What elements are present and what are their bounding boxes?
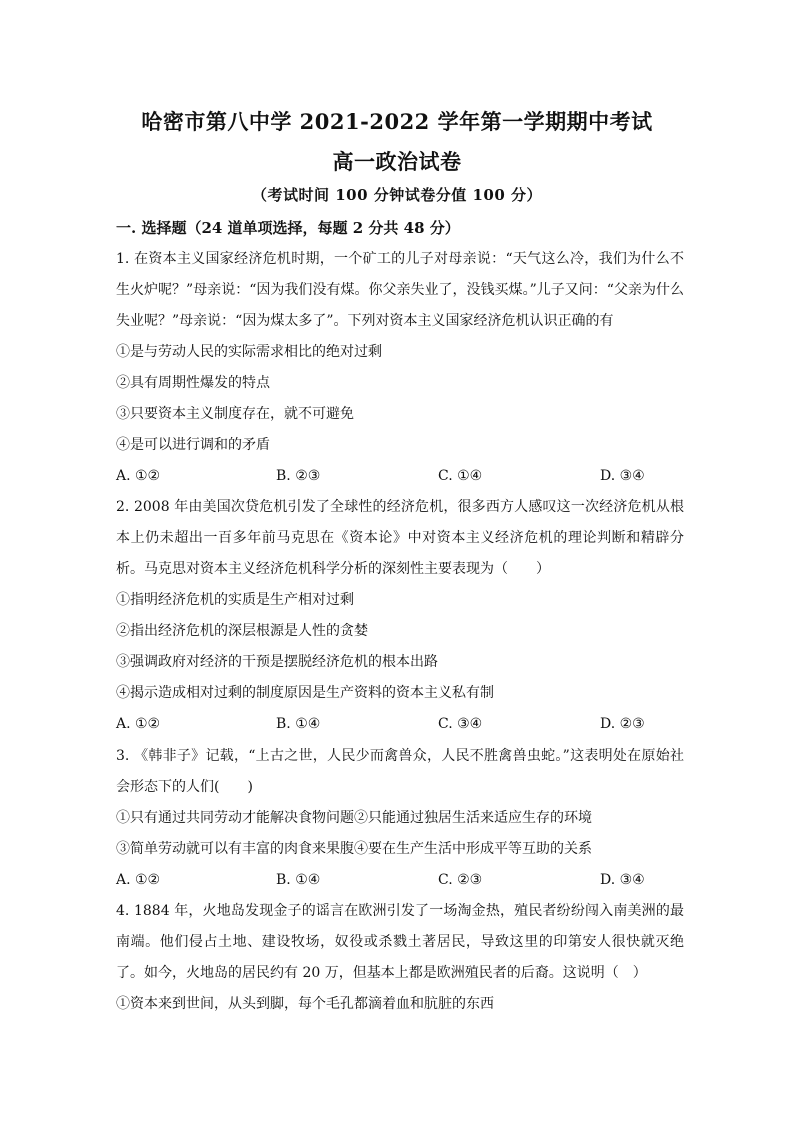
option-statement: ②具有周期性爆发的特点 xyxy=(116,375,270,391)
answer-choices xyxy=(116,865,684,896)
answer-choices xyxy=(116,709,684,740)
choice-a[interactable]: A. ①② xyxy=(116,872,161,888)
question-4 xyxy=(116,896,684,1020)
choice-d[interactable]: D. ②③ xyxy=(600,716,645,732)
choice-d[interactable]: D. ③④ xyxy=(600,872,645,888)
choice-b[interactable]: B. ①④ xyxy=(276,872,321,888)
option-statement: ③只要资本主义制度存在，就不可避免 xyxy=(116,406,354,422)
question-1 xyxy=(116,244,684,492)
choice-b[interactable]: B. ②③ xyxy=(276,468,321,484)
choice-c[interactable]: C. ②③ xyxy=(438,872,483,888)
choice-a[interactable]: A. ①② xyxy=(116,468,161,484)
section-heading: 一. 选择题（24 道单项选择，每题 2 分共 48 分） xyxy=(116,219,460,237)
choice-c[interactable]: C. ①④ xyxy=(438,468,483,484)
option-statement: ①只有通过共同劳动才能解决食物问题②只能通过独居生活来适应生存的环境 xyxy=(116,810,592,826)
exam-info: （考试时间 100 分钟试卷分值 100 分） xyxy=(251,186,542,204)
question-3 xyxy=(116,741,684,896)
option-statement: ④揭示造成相对过剩的制度原因是生产资料的资本主义私有制 xyxy=(116,685,494,701)
option-statement: ①是与劳动人民的实际需求相比的绝对过剩 xyxy=(116,344,382,360)
question-stem: 2. 2008 年由美国次贷危机引发了全球性的经济危机，很多西方人感叹这一次经济危机从根本上仍未超出一百多年前马克思在《资本论》中对资本主义经济危机的理论判断和精辟分析。马克思对资本主义经济危机科学分析的深刻性主要表现为（ ） xyxy=(116,499,684,577)
option-statement: ①资本来到世间，从头到脚，每个毛孔都滴着血和肮脏的东西 xyxy=(116,996,494,1012)
choice-a[interactable]: A. ①② xyxy=(116,716,161,732)
choice-b[interactable]: B. ①④ xyxy=(276,716,321,732)
option-statement: ③强调政府对经济的干预是摆脱经济危机的根本出路 xyxy=(116,654,438,670)
option-statement: ③简单劳动就可以有丰富的肉食来果腹④要在生产生活中形成平等互助的关系 xyxy=(116,841,592,857)
question-stem: 4. 1884 年，火地岛发现金子的谣言在欧洲引发了一场淘金热，殖民者纷纷闯入南美洲的最南端。他们侵占土地、建设牧场，奴役或杀戮土著居民，导致这里的印第安人很快就灭绝了。如今，火地岛的居民约有 20 万，但基本上都是欧洲殖民者的后裔。这说明（ ） xyxy=(116,903,684,981)
question-stem: 3. 《韩非子》记载，“上古之世，人民少而禽兽众，人民不胜禽兽虫蛇。”这表明处在原始社会形态下的人们( ) xyxy=(116,748,684,795)
option-statement: ④是可以进行调和的矛盾 xyxy=(116,437,270,453)
choice-d[interactable]: D. ③④ xyxy=(600,468,645,484)
option-statement: ②指出经济危机的深层根源是人性的贪婪 xyxy=(116,623,368,639)
question-2 xyxy=(116,492,684,740)
exam-title: 哈密市第八中学 2021-2022 学年第一学期期中考试 xyxy=(141,109,653,134)
question-stem: 1. 在资本主义国家经济危机时期，一个矿工的儿子对母亲说：“天气这么冷，我们为什么不生火炉呢？”母亲说：“因为我们没有煤。你父亲失业了，没钱买煤。”儿子又问：“父亲为什么失业呢？”母亲说：“因为煤太多了”。下列对资本主义国家经济危机认识正确的有 xyxy=(116,251,684,329)
option-statement: ①指明经济危机的实质是生产相对过剩 xyxy=(116,592,354,608)
exam-subject: 高一政治试卷 xyxy=(332,149,462,174)
answer-choices xyxy=(116,461,684,492)
choice-c[interactable]: C. ③④ xyxy=(438,716,483,732)
